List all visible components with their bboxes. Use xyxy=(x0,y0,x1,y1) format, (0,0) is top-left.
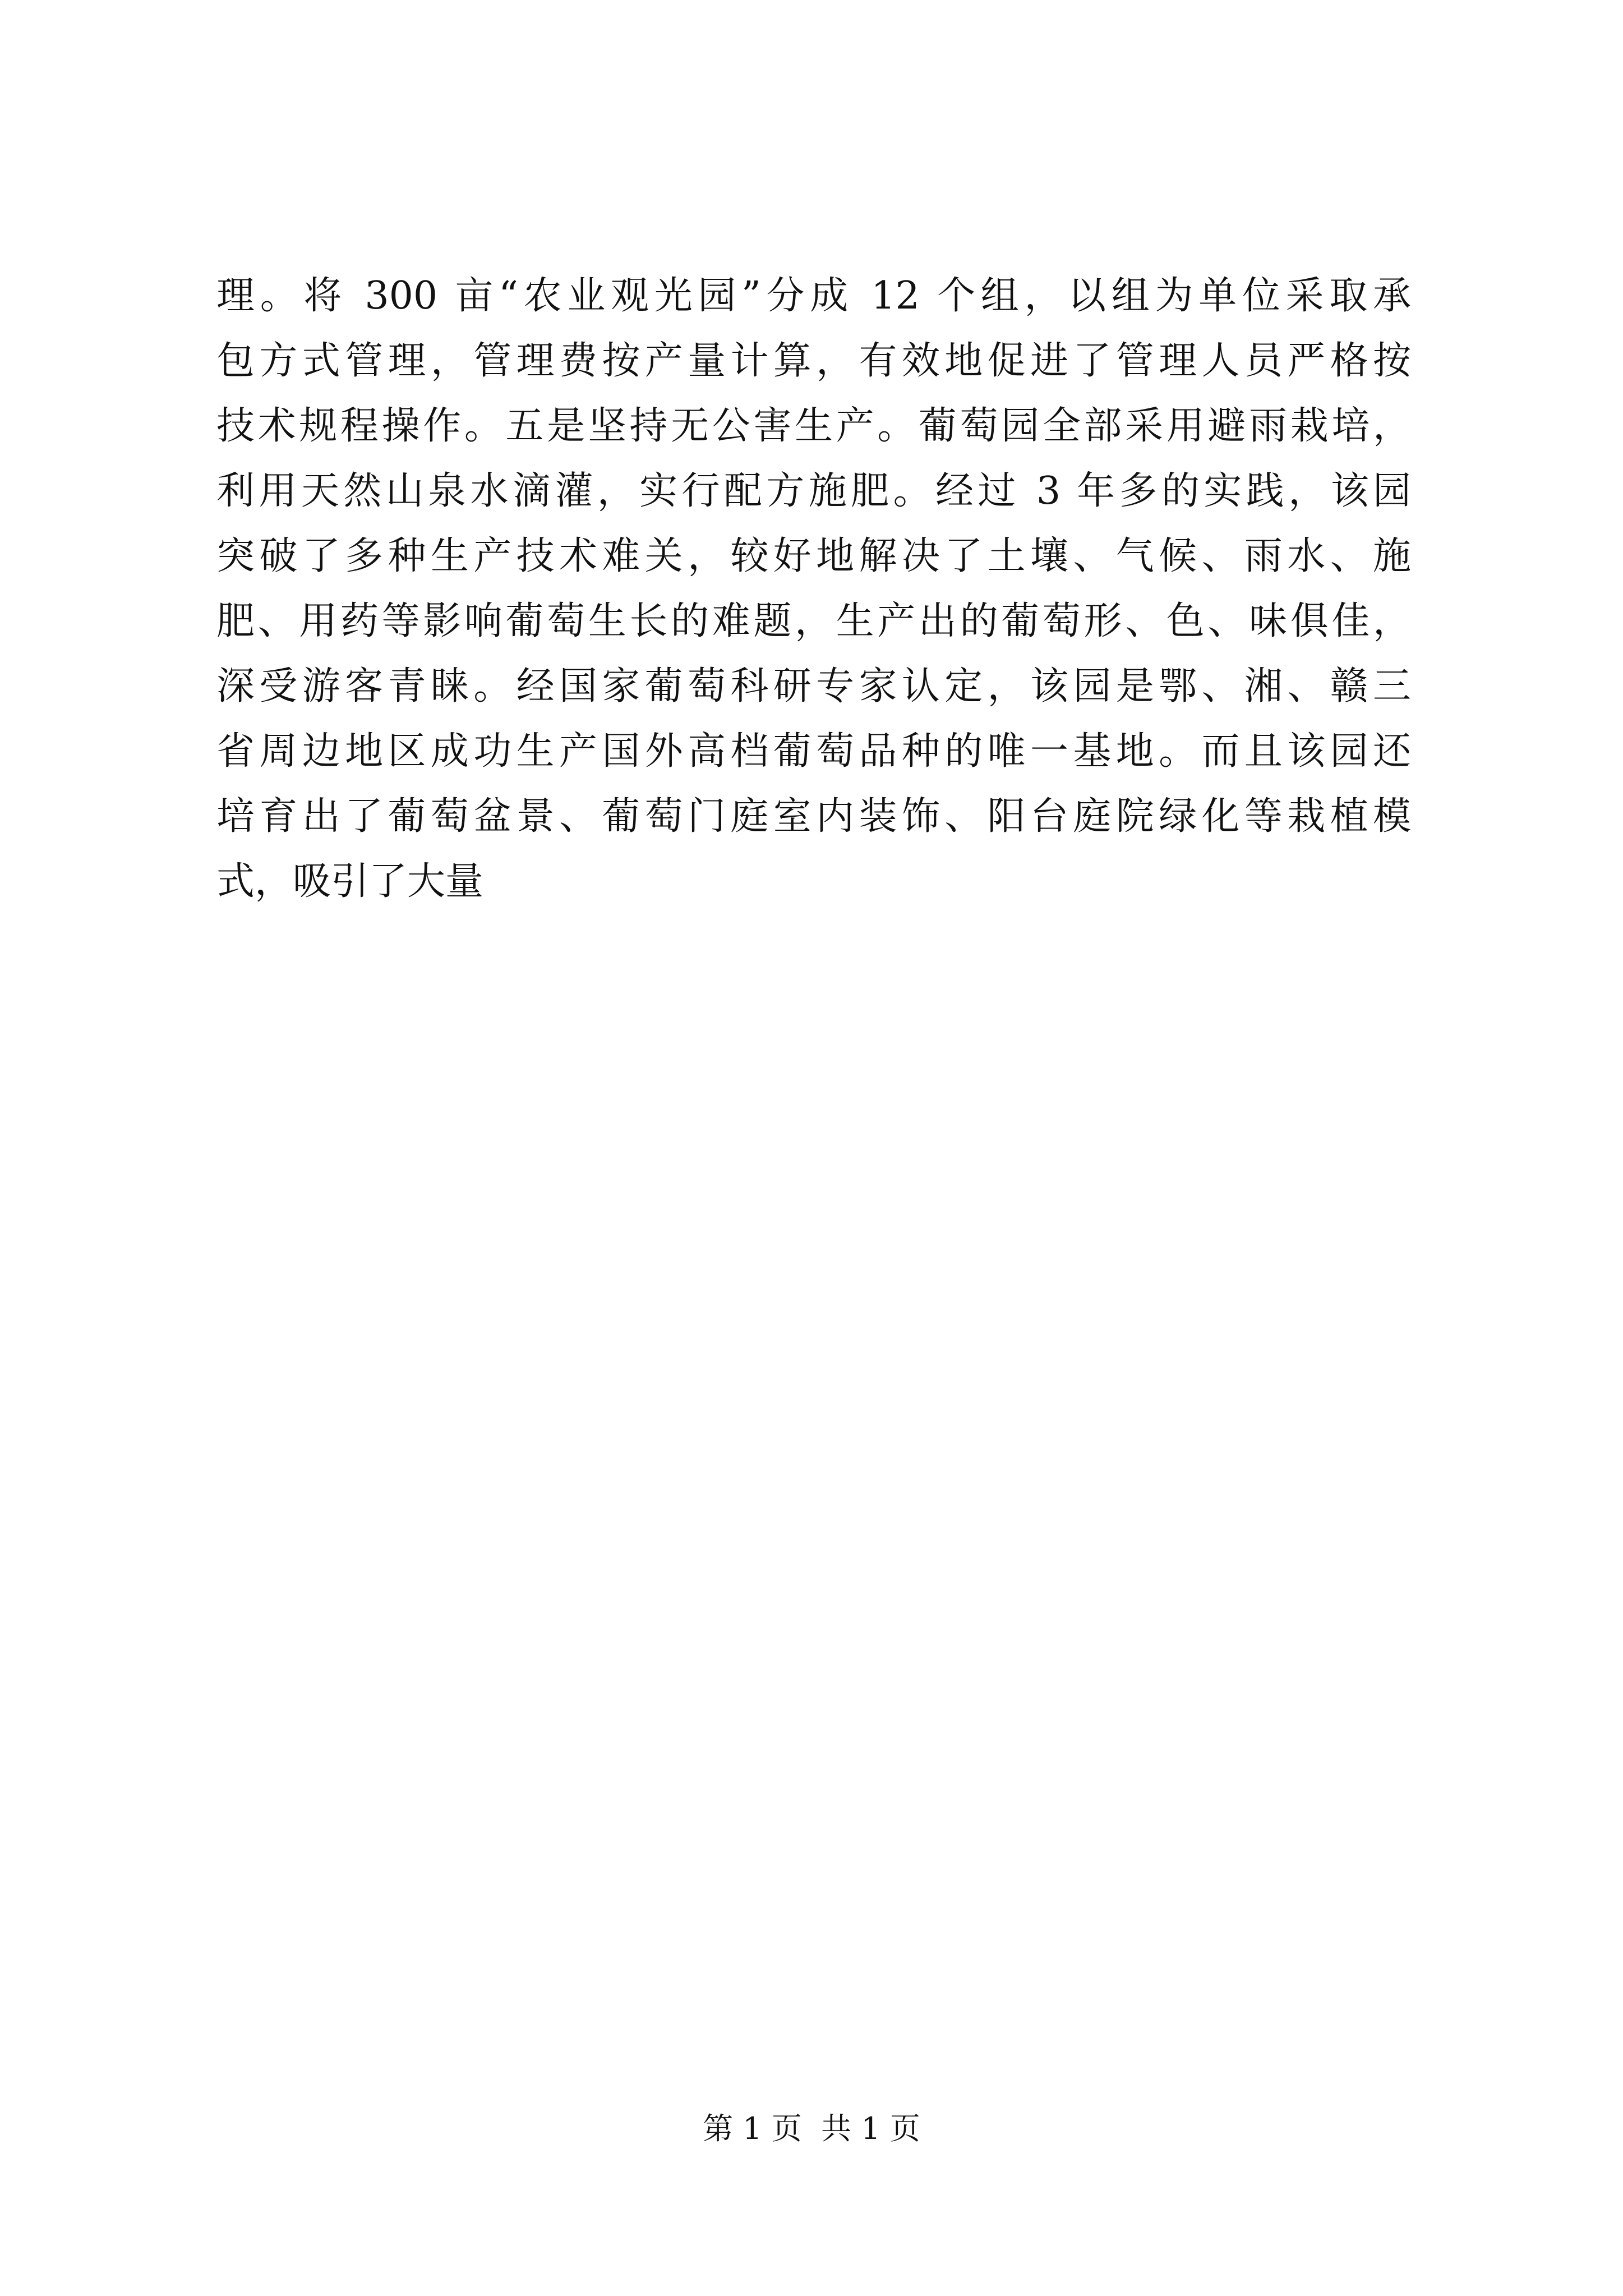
text-line: 技术规程操作。五是坚持无公害生产。葡萄园全部采用避雨栽培， xyxy=(216,404,1411,448)
page-footer: 第 1 页 共 1 页 xyxy=(703,2111,920,2146)
text-line: 包方式管理，管理费按产量计算，有效地促进了管理人员严格按 xyxy=(216,339,1411,383)
text-line: 省周边地区成功生产国外高档葡萄品种的唯一基地。而且该园还 xyxy=(216,729,1411,774)
text-line: 肥、用药等影响葡萄生长的难题，生产出的葡萄形、色、味俱佳， xyxy=(216,599,1411,643)
text-line: 式，吸引了大量 xyxy=(216,859,484,904)
text-line: 深受游客青睐。经国家葡萄科研专家认定，该园是鄂、湘、赣三 xyxy=(216,664,1411,708)
text-line: 突破了多种生产技术难关，较好地解决了土壤、气候、雨水、施 xyxy=(216,534,1411,578)
body-paragraph xyxy=(216,264,1411,914)
text-line: 利用天然山泉水滴灌，实行配方施肥。经过 3 年多的实践，该园 xyxy=(216,469,1411,513)
text-line: 培育出了葡萄盆景、葡萄门庭室内装饰、阳台庭院绿化等栽植模 xyxy=(216,794,1411,839)
text-line: 理。将 300 亩“农业观光园”分成 12 个组，以组为单位采取承 xyxy=(216,274,1411,318)
